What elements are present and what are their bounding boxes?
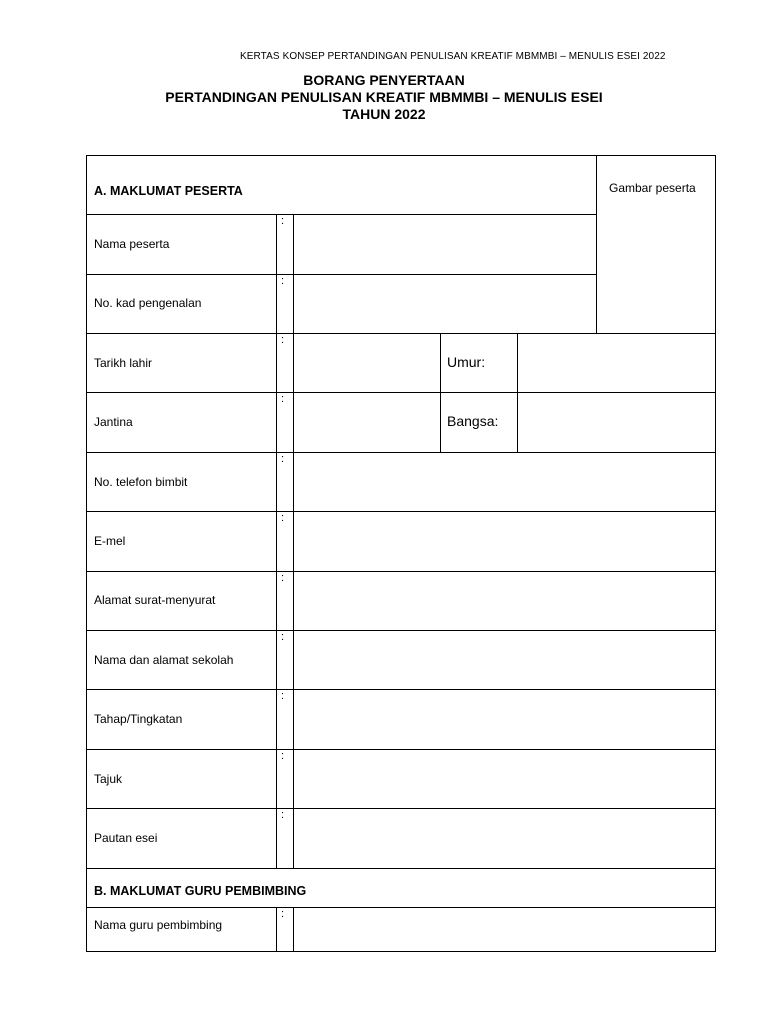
input-tahap[interactable] xyxy=(293,689,716,750)
colon-cell xyxy=(276,333,294,393)
label-alamat: Alamat surat-menyurat xyxy=(94,593,216,607)
label-cell-sekolah xyxy=(86,630,277,690)
colon: : xyxy=(281,334,285,346)
label-cell-tarikh-lahir xyxy=(86,333,277,393)
competition-title: PERTANDINGAN PENULISAN KREATIF MBMMBI – MENULIS ESEI xyxy=(165,89,603,105)
input-nama-guru[interactable] xyxy=(293,907,716,952)
label-nama-guru: Nama guru pembimbing xyxy=(94,918,223,932)
input-jantina[interactable] xyxy=(293,392,441,453)
section-a-heading: A. MAKLUMAT PESERTA xyxy=(94,184,243,198)
label-cell-emel xyxy=(86,511,277,572)
label-cell-bangsa xyxy=(440,392,518,453)
input-umur[interactable] xyxy=(517,333,716,393)
label-jantina: Jantina xyxy=(94,415,133,429)
form-title: BORANG PENYERTAAN xyxy=(303,72,465,88)
label-sekolah: Nama dan alamat sekolah xyxy=(94,653,234,667)
colon-cell xyxy=(276,808,294,869)
colon-cell xyxy=(276,452,294,512)
input-pautan[interactable] xyxy=(293,808,716,869)
input-tajuk[interactable] xyxy=(293,749,716,809)
colon-cell xyxy=(276,511,294,572)
label-tahap: Tahap/Tingkatan xyxy=(94,712,183,726)
colon: : xyxy=(281,275,285,287)
label-cell-nama-peserta xyxy=(86,214,277,275)
label-cell-alamat xyxy=(86,571,277,631)
label-bangsa: Bangsa: xyxy=(447,413,499,429)
colon: : xyxy=(281,572,285,584)
input-alamat[interactable] xyxy=(293,571,716,631)
colon: : xyxy=(281,750,285,762)
participant-photo-box[interactable] xyxy=(596,155,716,334)
colon: : xyxy=(281,453,285,465)
header-note: KERTAS KONSEP PERTANDINGAN PENULISAN KREATIF MBMMBI – MENULIS ESEI 2022 xyxy=(240,51,666,62)
label-cell-telefon xyxy=(86,452,277,512)
label-cell-pautan xyxy=(86,808,277,869)
colon: : xyxy=(281,809,285,821)
input-nama-peserta[interactable] xyxy=(293,214,597,275)
label-cell-nama-guru xyxy=(86,907,277,952)
photo-label: Gambar peserta xyxy=(609,181,696,195)
colon: : xyxy=(281,393,285,405)
colon-cell xyxy=(276,907,294,952)
colon-cell xyxy=(276,214,294,275)
year-title: TAHUN 2022 xyxy=(342,106,426,122)
colon-cell xyxy=(276,274,294,334)
colon-cell xyxy=(276,689,294,750)
section-b-heading-cell xyxy=(86,868,716,908)
label-cell-jantina xyxy=(86,392,277,453)
input-kad-pengenalan[interactable] xyxy=(293,274,597,334)
label-emel: E-mel xyxy=(94,534,126,548)
section-a-heading-cell xyxy=(86,155,597,215)
label-kad-pengenalan: No. kad pengenalan xyxy=(94,296,202,310)
colon: : xyxy=(281,690,285,702)
colon: : xyxy=(281,631,285,643)
label-nama-peserta: Nama peserta xyxy=(94,237,170,251)
colon-cell xyxy=(276,392,294,453)
label-cell-kad-pengenalan xyxy=(86,274,277,334)
input-bangsa[interactable] xyxy=(517,392,716,453)
label-cell-tajuk xyxy=(86,749,277,809)
label-cell-tahap xyxy=(86,689,277,750)
colon-cell xyxy=(276,749,294,809)
input-telefon[interactable] xyxy=(293,452,716,512)
colon: : xyxy=(281,908,285,920)
label-cell-umur xyxy=(440,333,518,393)
input-tarikh-lahir[interactable] xyxy=(293,333,441,393)
label-tajuk: Tajuk xyxy=(94,772,123,786)
colon-cell xyxy=(276,571,294,631)
colon: : xyxy=(281,512,285,524)
input-emel[interactable] xyxy=(293,511,716,572)
label-pautan: Pautan esei xyxy=(94,831,158,845)
label-umur: Umur: xyxy=(447,354,486,370)
colon-cell xyxy=(276,630,294,690)
colon: : xyxy=(281,215,285,227)
label-tarikh-lahir: Tarikh lahir xyxy=(94,356,153,370)
label-telefon: No. telefon bimbit xyxy=(94,475,188,489)
input-sekolah[interactable] xyxy=(293,630,716,690)
section-b-heading: B. MAKLUMAT GURU PEMBIMBING xyxy=(94,884,307,898)
